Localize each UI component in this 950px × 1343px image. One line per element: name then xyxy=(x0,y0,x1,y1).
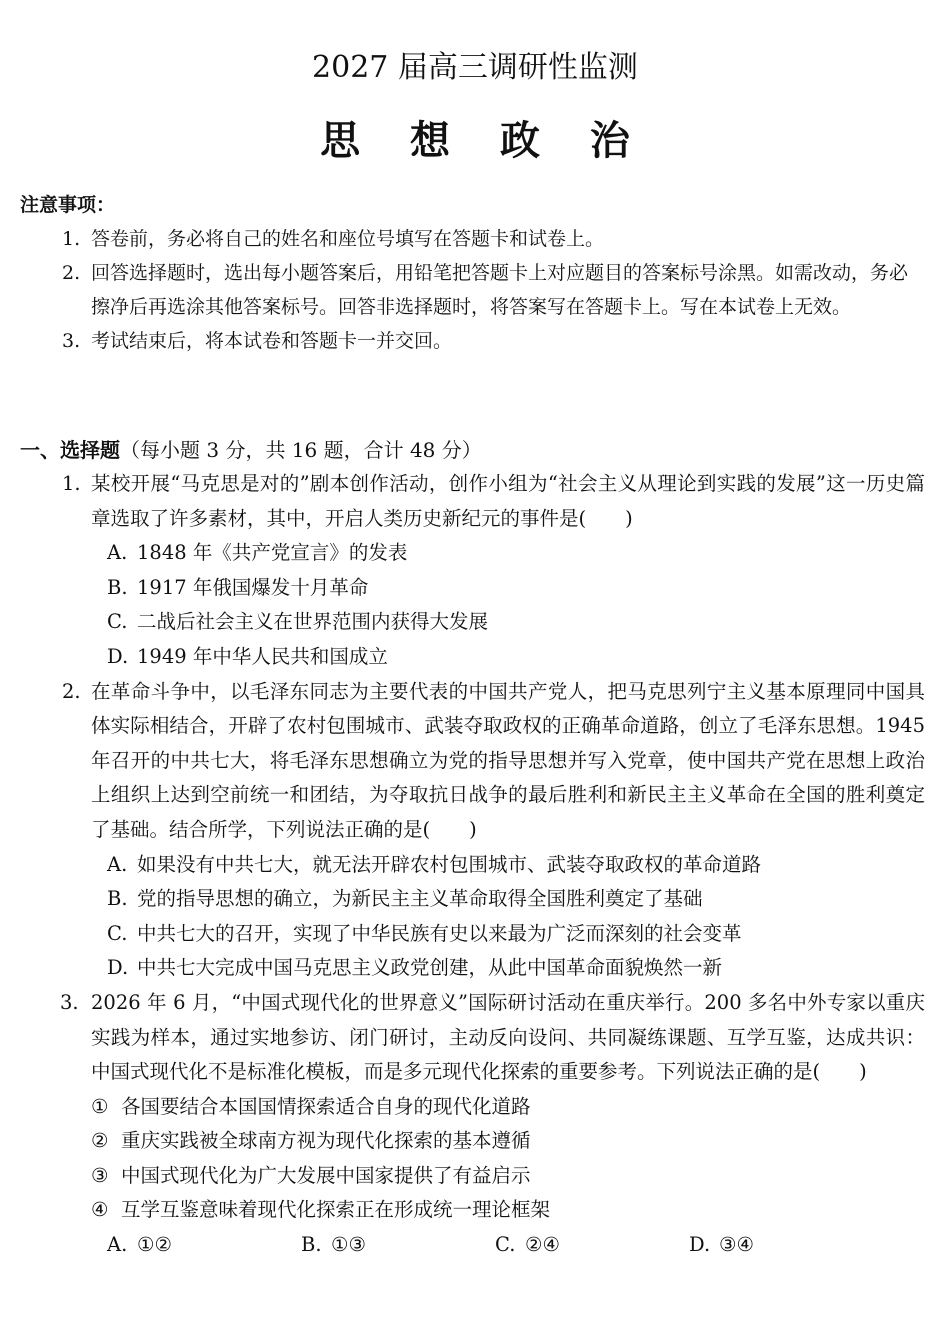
option-letter: B. xyxy=(107,575,128,599)
question-stem: 在革命斗争中，以毛泽东同志为主要代表的中国共产党人，把马克思列宁主义基本原理同中国具体实际相结合，开辟了农村包围城市、武装夺取政权的正确革命道路，创立了毛泽东思想。1945 年召开的中共七大，将毛泽东思想确立为党的指导思想并写入党章，使中国共产党在思想上政治上组织上达到空前统一和团结，为夺取抗日战争的最后胜利和新民主主义革命在全国的胜利奠定了基础。结合所学，下列说法正确的是( ) xyxy=(91,679,925,841)
option-b xyxy=(91,571,925,606)
notice-heading: 注意事项： xyxy=(20,194,116,216)
option-d xyxy=(91,640,925,675)
notice-item-text: 答卷前，务必将自己的姓名和座位号填写在答题卡和试卷上。 xyxy=(91,228,605,250)
notice-item xyxy=(20,256,925,324)
option-text: 二战后社会主义在世界范围内获得大发展 xyxy=(137,610,489,634)
statement-number: ③ xyxy=(91,1163,109,1187)
notice-item xyxy=(20,222,925,256)
notice-item-number: 2. xyxy=(62,262,81,284)
notice-item-text: 考试结束后，将本试卷和答题卡一并交回。 xyxy=(91,330,453,352)
option-text: ①② xyxy=(137,1233,172,1257)
option-letter: D. xyxy=(689,1233,711,1257)
option-letter: B. xyxy=(107,887,128,911)
option-a xyxy=(107,1228,301,1263)
notice-item-text: 回答选择题时，选出每小题答案后，用铅笔把答题卡上对应题目的答案标号涂黑。如需改动，务必擦净后再选涂其他答案标号。回答非选择题时，将答案写在答题卡上。写在本试卷上无效。 xyxy=(91,262,909,318)
option-b xyxy=(91,882,925,917)
notice-block xyxy=(20,188,925,358)
question-3 xyxy=(20,986,925,1263)
option-text: ①③ xyxy=(331,1233,366,1257)
statement-text: 重庆实践被全球南方视为现代化探索的基本遵循 xyxy=(121,1129,531,1153)
subject-title: 思 想 政 治 xyxy=(320,118,648,164)
option-text: ②④ xyxy=(525,1233,560,1257)
question-number: 2. xyxy=(62,679,81,703)
option-text: 中共七大完成中国马克思主义政党创建，从此中国革命面貌焕然一新 xyxy=(137,956,723,980)
option-letter: A. xyxy=(107,852,128,876)
option-text: 1949 年中华人民共和国成立 xyxy=(137,644,388,668)
statement-1 xyxy=(91,1090,925,1125)
option-letter: C. xyxy=(495,1233,516,1257)
question-stem: 2026 年 6 月，“中国式现代化的世界意义”国际研讨活动在重庆举行。200 多名中外专家以重庆实践为样本，通过实地参访、闭门研讨，主动反向设问、共同凝练课题、互学互鉴，达成共识：中国式现代化不是标准化模板，而是多元现代化探索的重要参考。下列说法正确的是( ) xyxy=(91,990,925,1084)
option-letter: C. xyxy=(107,921,128,945)
option-text: 党的指导思想的确立，为新民主主义革命取得全国胜利奠定了基础 xyxy=(137,887,703,911)
statement-text: 互学互鉴意味着现代化探索正在形成统一理论框架 xyxy=(121,1198,551,1222)
notice-item-number: 3. xyxy=(62,330,81,352)
option-c xyxy=(495,1228,689,1263)
section-multiple-choice xyxy=(20,433,925,1263)
exam-title: 2027 届高三调研性监测 xyxy=(312,50,638,85)
statement-text: 各国要结合本国国情探索适合自身的现代化道路 xyxy=(121,1094,531,1118)
question-stem: 某校开展“马克思是对的”剧本创作活动，创作小组为“社会主义从理论到实践的发展”这一历史篇章选取了许多素材，其中，开启人类历史新纪元的事件是( ) xyxy=(91,472,925,530)
statement-2 xyxy=(91,1124,925,1159)
option-letter: A. xyxy=(107,541,128,565)
option-a xyxy=(91,536,925,571)
statement-number: ④ xyxy=(91,1198,109,1222)
option-c xyxy=(91,605,925,640)
option-b xyxy=(301,1228,495,1263)
section-title: 一、选择题 xyxy=(20,438,120,462)
option-d xyxy=(689,1228,883,1263)
notice-item-number: 1. xyxy=(62,228,81,250)
option-text: ③④ xyxy=(719,1233,754,1257)
section-scoring-note: （每小题 3 分，共 16 题，合计 48 分） xyxy=(120,438,482,462)
question-2 xyxy=(20,675,925,986)
option-a xyxy=(91,848,925,883)
section-heading xyxy=(20,433,925,467)
statement-4 xyxy=(91,1193,925,1228)
option-letter: C. xyxy=(107,610,128,634)
option-text: 1917 年俄国爆发十月革命 xyxy=(137,575,369,599)
option-letter: D. xyxy=(107,956,129,980)
statement-number: ② xyxy=(91,1129,109,1153)
statement-text: 中国式现代化为广大发展中国家提供了有益启示 xyxy=(121,1163,531,1187)
option-c xyxy=(91,917,925,952)
statement-number: ① xyxy=(91,1094,109,1118)
question-number: 1. xyxy=(62,472,81,495)
option-text: 如果没有中共七大，就无法开辟农村包围城市、武装夺取政权的革命道路 xyxy=(137,852,762,876)
option-text: 中共七大的召开，实现了中华民族有史以来最为广泛而深刻的社会变革 xyxy=(137,921,742,945)
option-letter: D. xyxy=(107,644,129,668)
option-letter: A. xyxy=(107,1233,128,1257)
statement-3 xyxy=(91,1159,925,1194)
question-1 xyxy=(20,467,925,675)
option-d xyxy=(91,951,925,986)
option-letter: B. xyxy=(301,1233,322,1257)
combo-options xyxy=(91,1228,925,1263)
question-number: 3. xyxy=(60,990,79,1014)
notice-item xyxy=(20,324,925,358)
option-text: 1848 年《共产党宣言》的发表 xyxy=(137,541,408,565)
